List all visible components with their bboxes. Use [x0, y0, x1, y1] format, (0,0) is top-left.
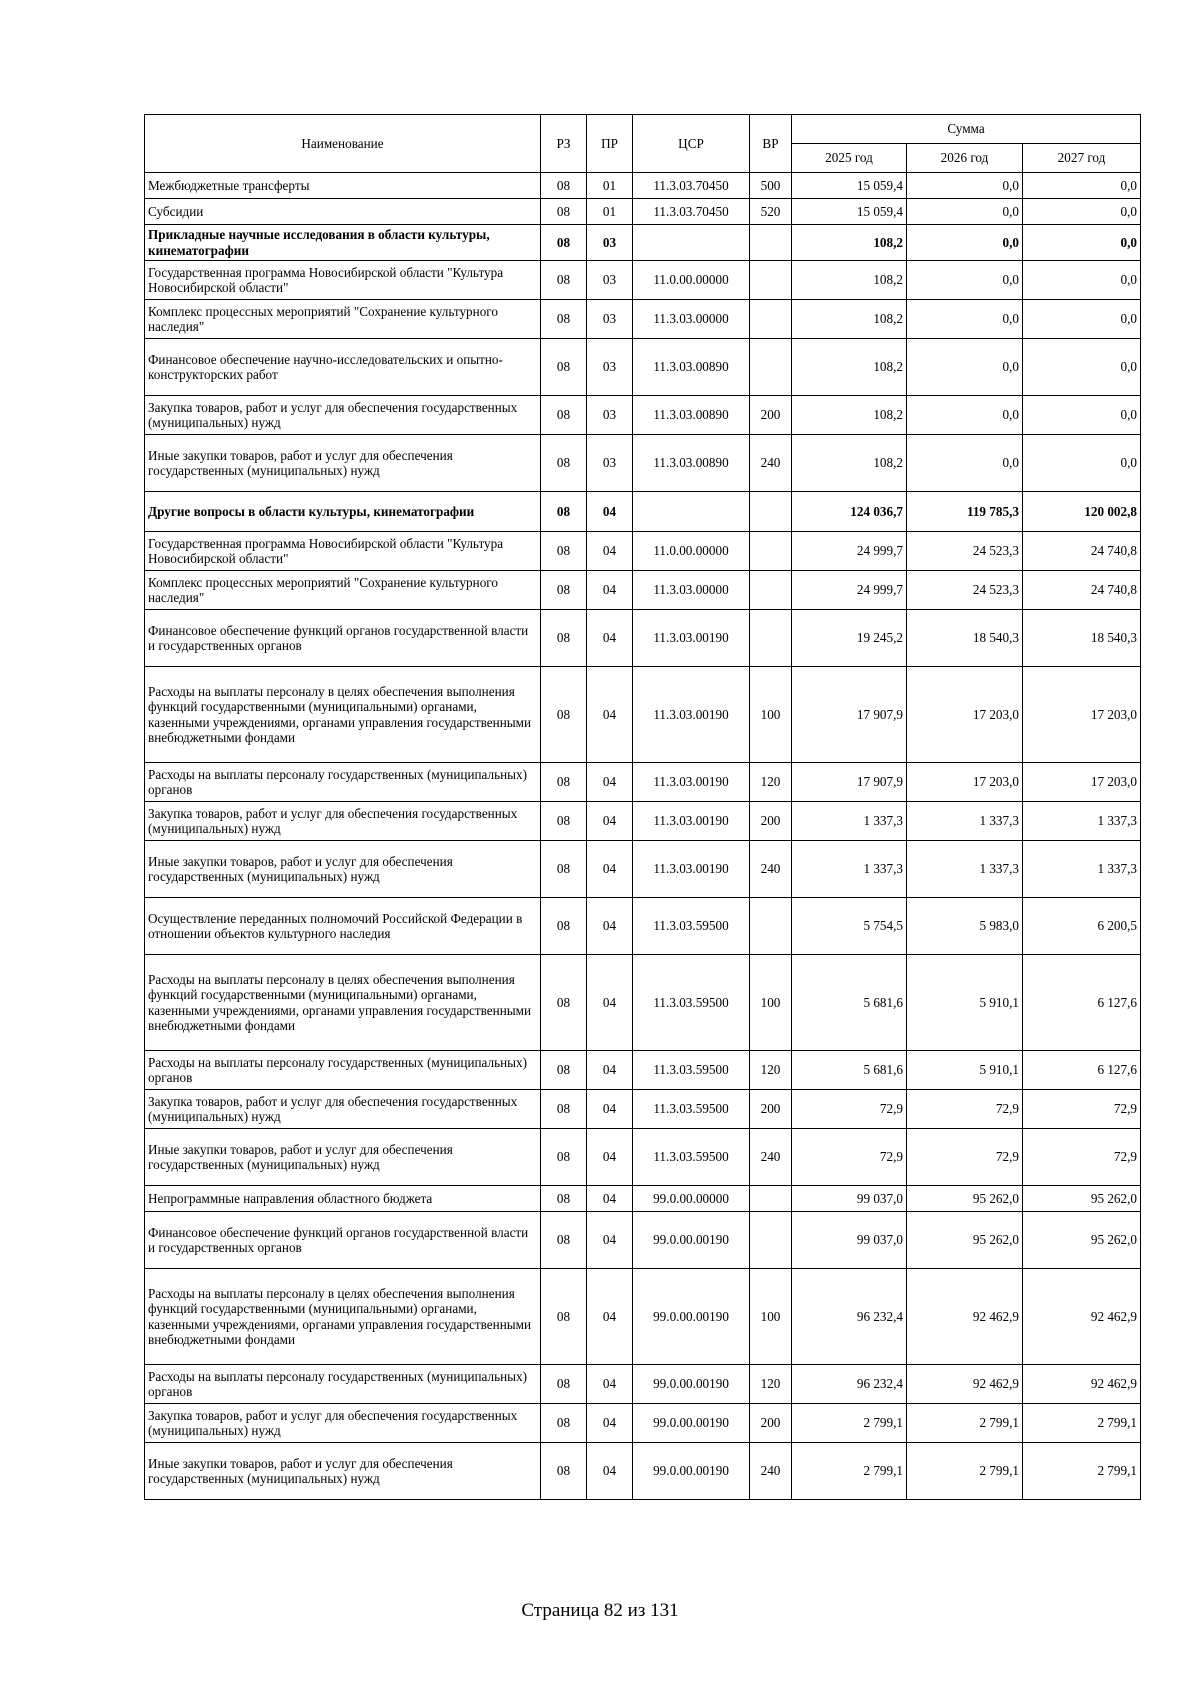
cell-sum-2026: 17 203,0	[907, 667, 1023, 763]
cell-name: Закупка товаров, работ и услуг для обеспечения государственных (муниципальных) нужд	[145, 396, 541, 435]
cell-sum-2025: 108,2	[792, 300, 907, 339]
cell-pr: 03	[587, 435, 633, 492]
table-row	[145, 667, 1141, 763]
table-row	[145, 300, 1141, 339]
cell-rz: 08	[541, 955, 587, 1051]
cell-sum-2025: 96 232,4	[792, 1269, 907, 1365]
cell-sum-2027: 24 740,8	[1023, 571, 1141, 610]
cell-sum-2026: 1 337,3	[907, 841, 1023, 898]
table-row	[145, 802, 1141, 841]
cell-sum-2026: 5 910,1	[907, 955, 1023, 1051]
cell-csr: 99.0.00.00000	[633, 1186, 750, 1212]
cell-pr: 04	[587, 1365, 633, 1404]
table-row	[145, 1365, 1141, 1404]
cell-pr: 01	[587, 199, 633, 225]
cell-pr: 04	[587, 1051, 633, 1090]
cell-rz: 08	[541, 1129, 587, 1186]
cell-vr: 200	[750, 1404, 792, 1443]
cell-rz: 08	[541, 225, 587, 261]
table-header	[145, 115, 1141, 173]
cell-sum-2027: 95 262,0	[1023, 1186, 1141, 1212]
cell-csr: 11.3.03.00190	[633, 802, 750, 841]
cell-csr: 11.3.03.00190	[633, 610, 750, 667]
cell-sum-2026: 72,9	[907, 1129, 1023, 1186]
cell-sum-2026: 95 262,0	[907, 1212, 1023, 1269]
table-body	[145, 173, 1141, 1500]
cell-rz: 08	[541, 1404, 587, 1443]
cell-csr: 11.3.03.59500	[633, 955, 750, 1051]
table-row	[145, 1212, 1141, 1269]
cell-rz: 08	[541, 300, 587, 339]
cell-vr: 200	[750, 396, 792, 435]
page-number: Страница 82 из 131	[521, 1600, 679, 1621]
cell-sum-2026: 119 785,3	[907, 492, 1023, 532]
cell-csr: 11.3.03.00190	[633, 667, 750, 763]
cell-pr: 04	[587, 532, 633, 571]
cell-vr: 120	[750, 1365, 792, 1404]
table-row	[145, 1404, 1141, 1443]
cell-name: Межбюджетные трансферты	[145, 173, 541, 199]
cell-name: Другие вопросы в области культуры, кинематографии	[145, 492, 541, 532]
table-row	[145, 492, 1141, 532]
cell-vr	[750, 610, 792, 667]
cell-pr: 03	[587, 396, 633, 435]
cell-csr: 11.3.03.00890	[633, 339, 750, 396]
header-csr: ЦСР	[633, 115, 750, 173]
cell-name: Прикладные научные исследования в области культуры, кинематографии	[145, 225, 541, 261]
cell-vr: 100	[750, 1269, 792, 1365]
table-row	[145, 1443, 1141, 1500]
cell-csr: 99.0.00.00190	[633, 1404, 750, 1443]
cell-name: Финансовое обеспечение научно-исследовательских и опытно-конструкторских работ	[145, 339, 541, 396]
cell-rz: 08	[541, 802, 587, 841]
cell-pr: 04	[587, 571, 633, 610]
cell-vr: 100	[750, 955, 792, 1051]
cell-name: Финансовое обеспечение функций органов государственной власти и государственных органов	[145, 1212, 541, 1269]
cell-sum-2026: 5 983,0	[907, 898, 1023, 955]
cell-sum-2026: 0,0	[907, 435, 1023, 492]
cell-csr: 11.3.03.00000	[633, 571, 750, 610]
cell-name: Иные закупки товаров, работ и услуг для обеспечения государственных (муниципальных) нужд	[145, 841, 541, 898]
table-row	[145, 763, 1141, 802]
cell-sum-2027: 72,9	[1023, 1129, 1141, 1186]
cell-vr: 100	[750, 667, 792, 763]
cell-vr	[750, 532, 792, 571]
cell-pr: 03	[587, 300, 633, 339]
cell-sum-2025: 108,2	[792, 339, 907, 396]
cell-sum-2027: 17 203,0	[1023, 763, 1141, 802]
cell-rz: 08	[541, 1186, 587, 1212]
budget-table	[144, 114, 1141, 1500]
cell-sum-2027: 72,9	[1023, 1090, 1141, 1129]
cell-rz: 08	[541, 1212, 587, 1269]
cell-name: Расходы на выплаты персоналу в целях обеспечения выполнения функций государственными (муниципальными) органами, казенными учреждениями, органами управления государственными внебюджетными фондами	[145, 667, 541, 763]
table-row	[145, 1186, 1141, 1212]
cell-sum-2025: 2 799,1	[792, 1404, 907, 1443]
cell-name: Расходы на выплаты персоналу государственных (муниципальных) органов	[145, 1365, 541, 1404]
cell-sum-2027: 1 337,3	[1023, 802, 1141, 841]
cell-pr: 04	[587, 1443, 633, 1500]
cell-csr: 11.0.00.00000	[633, 261, 750, 300]
cell-vr	[750, 1186, 792, 1212]
cell-rz: 08	[541, 261, 587, 300]
cell-csr: 11.3.03.70450	[633, 173, 750, 199]
cell-pr: 04	[587, 1212, 633, 1269]
cell-name: Субсидии	[145, 199, 541, 225]
cell-sum-2026: 24 523,3	[907, 532, 1023, 571]
cell-pr: 04	[587, 802, 633, 841]
header-rz: РЗ	[541, 115, 587, 173]
cell-sum-2025: 17 907,9	[792, 667, 907, 763]
cell-sum-2026: 95 262,0	[907, 1186, 1023, 1212]
cell-csr: 11.3.03.59500	[633, 1090, 750, 1129]
cell-pr: 04	[587, 667, 633, 763]
cell-vr: 120	[750, 763, 792, 802]
header-pr: ПР	[587, 115, 633, 173]
cell-sum-2025: 17 907,9	[792, 763, 907, 802]
cell-sum-2027: 95 262,0	[1023, 1212, 1141, 1269]
cell-sum-2027: 24 740,8	[1023, 532, 1141, 571]
cell-sum-2027: 0,0	[1023, 261, 1141, 300]
cell-vr	[750, 571, 792, 610]
cell-sum-2025: 5 754,5	[792, 898, 907, 955]
cell-sum-2025: 1 337,3	[792, 841, 907, 898]
header-year-2025: 2025 год	[792, 144, 907, 173]
cell-csr: 11.3.03.00000	[633, 300, 750, 339]
cell-sum-2027: 0,0	[1023, 199, 1141, 225]
cell-sum-2026: 0,0	[907, 339, 1023, 396]
cell-sum-2026: 0,0	[907, 300, 1023, 339]
cell-name: Расходы на выплаты персоналу государственных (муниципальных) органов	[145, 763, 541, 802]
cell-csr: 11.3.03.00190	[633, 763, 750, 802]
cell-rz: 08	[541, 396, 587, 435]
cell-vr	[750, 898, 792, 955]
cell-rz: 08	[541, 610, 587, 667]
cell-sum-2025: 108,2	[792, 435, 907, 492]
table-row	[145, 173, 1141, 199]
cell-sum-2026: 92 462,9	[907, 1269, 1023, 1365]
cell-sum-2025: 108,2	[792, 225, 907, 261]
header-name: Наименование	[145, 115, 541, 173]
cell-pr: 04	[587, 1129, 633, 1186]
cell-csr: 99.0.00.00190	[633, 1269, 750, 1365]
cell-pr: 04	[587, 1186, 633, 1212]
cell-sum-2027: 0,0	[1023, 300, 1141, 339]
table-row	[145, 225, 1141, 261]
cell-csr: 11.3.03.59500	[633, 1051, 750, 1090]
cell-vr	[750, 261, 792, 300]
cell-vr	[750, 492, 792, 532]
cell-sum-2027: 2 799,1	[1023, 1404, 1141, 1443]
cell-sum-2026: 5 910,1	[907, 1051, 1023, 1090]
cell-pr: 03	[587, 261, 633, 300]
table-row	[145, 339, 1141, 396]
cell-sum-2026: 0,0	[907, 396, 1023, 435]
cell-name: Государственная программа Новосибирской области "Культура Новосибирской области"	[145, 532, 541, 571]
cell-sum-2027: 1 337,3	[1023, 841, 1141, 898]
cell-sum-2026: 0,0	[907, 173, 1023, 199]
cell-sum-2025: 15 059,4	[792, 199, 907, 225]
cell-vr	[750, 225, 792, 261]
cell-sum-2026: 24 523,3	[907, 571, 1023, 610]
cell-pr: 01	[587, 173, 633, 199]
cell-sum-2026: 72,9	[907, 1090, 1023, 1129]
table-row	[145, 955, 1141, 1051]
cell-pr: 04	[587, 763, 633, 802]
cell-name: Иные закупки товаров, работ и услуг для обеспечения государственных (муниципальных) нужд	[145, 435, 541, 492]
cell-pr: 04	[587, 1090, 633, 1129]
cell-csr: 11.3.03.00890	[633, 396, 750, 435]
cell-name: Расходы на выплаты персоналу в целях обеспечения выполнения функций государственными (муниципальными) органами, казенными учреждениями, органами управления государственными внебюджетными фондами	[145, 1269, 541, 1365]
cell-pr: 04	[587, 898, 633, 955]
cell-name: Закупка товаров, работ и услуг для обеспечения государственных (муниципальных) нужд	[145, 802, 541, 841]
cell-sum-2025: 108,2	[792, 261, 907, 300]
cell-sum-2026: 17 203,0	[907, 763, 1023, 802]
cell-sum-2027: 17 203,0	[1023, 667, 1141, 763]
cell-name: Комплекс процессных мероприятий "Сохранение культурного наследия"	[145, 300, 541, 339]
cell-name: Непрограммные направления областного бюджета	[145, 1186, 541, 1212]
cell-rz: 08	[541, 532, 587, 571]
cell-rz: 08	[541, 667, 587, 763]
cell-sum-2025: 1 337,3	[792, 802, 907, 841]
cell-vr: 240	[750, 1129, 792, 1186]
cell-rz: 08	[541, 1051, 587, 1090]
cell-vr: 240	[750, 841, 792, 898]
cell-rz: 08	[541, 841, 587, 898]
table-row	[145, 1269, 1141, 1365]
header-year-2027: 2027 год	[1023, 144, 1141, 173]
cell-sum-2025: 72,9	[792, 1090, 907, 1129]
cell-sum-2025: 5 681,6	[792, 1051, 907, 1090]
cell-name: Расходы на выплаты персоналу государственных (муниципальных) органов	[145, 1051, 541, 1090]
table-row	[145, 199, 1141, 225]
table-row	[145, 610, 1141, 667]
cell-pr: 04	[587, 955, 633, 1051]
cell-csr: 11.3.03.59500	[633, 898, 750, 955]
cell-vr	[750, 1212, 792, 1269]
cell-sum-2027: 92 462,9	[1023, 1269, 1141, 1365]
cell-sum-2026: 0,0	[907, 199, 1023, 225]
cell-name: Государственная программа Новосибирской области "Культура Новосибирской области"	[145, 261, 541, 300]
table-row	[145, 841, 1141, 898]
cell-rz: 08	[541, 199, 587, 225]
header-vr: ВР	[750, 115, 792, 173]
table-row	[145, 261, 1141, 300]
cell-vr: 240	[750, 1443, 792, 1500]
table-row	[145, 435, 1141, 492]
table-row	[145, 1090, 1141, 1129]
cell-sum-2027: 0,0	[1023, 225, 1141, 261]
cell-rz: 08	[541, 173, 587, 199]
cell-rz: 08	[541, 435, 587, 492]
table-row	[145, 571, 1141, 610]
cell-sum-2026: 2 799,1	[907, 1443, 1023, 1500]
cell-sum-2025: 72,9	[792, 1129, 907, 1186]
header-year-2026: 2026 год	[907, 144, 1023, 173]
cell-sum-2025: 2 799,1	[792, 1443, 907, 1500]
cell-pr: 04	[587, 1269, 633, 1365]
cell-sum-2027: 2 799,1	[1023, 1443, 1141, 1500]
cell-rz: 08	[541, 763, 587, 802]
cell-csr: 11.3.03.70450	[633, 199, 750, 225]
cell-rz: 08	[541, 571, 587, 610]
cell-sum-2026: 0,0	[907, 261, 1023, 300]
cell-name: Комплекс процессных мероприятий "Сохранение культурного наследия"	[145, 571, 541, 610]
cell-sum-2025: 15 059,4	[792, 173, 907, 199]
cell-rz: 08	[541, 1269, 587, 1365]
cell-csr: 11.0.00.00000	[633, 532, 750, 571]
table-row	[145, 898, 1141, 955]
cell-name: Расходы на выплаты персоналу в целях обеспечения выполнения функций государственными (муниципальными) органами, казенными учреждениями, органами управления государственными внебюджетными фондами	[145, 955, 541, 1051]
cell-vr: 520	[750, 199, 792, 225]
cell-sum-2026: 92 462,9	[907, 1365, 1023, 1404]
cell-csr	[633, 225, 750, 261]
cell-pr: 04	[587, 1404, 633, 1443]
table-row	[145, 1051, 1141, 1090]
cell-sum-2025: 108,2	[792, 396, 907, 435]
cell-sum-2025: 99 037,0	[792, 1212, 907, 1269]
cell-sum-2027: 0,0	[1023, 396, 1141, 435]
cell-sum-2026: 0,0	[907, 225, 1023, 261]
cell-rz: 08	[541, 1090, 587, 1129]
cell-vr: 200	[750, 1090, 792, 1129]
cell-name: Финансовое обеспечение функций органов государственной власти и государственных органов	[145, 610, 541, 667]
table-row	[145, 396, 1141, 435]
cell-name: Иные закупки товаров, работ и услуг для обеспечения государственных (муниципальных) нужд	[145, 1129, 541, 1186]
cell-sum-2027: 6 127,6	[1023, 1051, 1141, 1090]
cell-pr: 03	[587, 339, 633, 396]
table-row	[145, 532, 1141, 571]
cell-csr: 99.0.00.00190	[633, 1443, 750, 1500]
cell-vr: 120	[750, 1051, 792, 1090]
cell-csr: 99.0.00.00190	[633, 1365, 750, 1404]
cell-csr: 11.3.03.00890	[633, 435, 750, 492]
cell-sum-2026: 18 540,3	[907, 610, 1023, 667]
header-sum: Сумма	[792, 115, 1141, 144]
cell-name: Закупка товаров, работ и услуг для обеспечения государственных (муниципальных) нужд	[145, 1090, 541, 1129]
cell-sum-2027: 120 002,8	[1023, 492, 1141, 532]
cell-sum-2027: 0,0	[1023, 435, 1141, 492]
cell-sum-2025: 24 999,7	[792, 571, 907, 610]
cell-sum-2026: 2 799,1	[907, 1404, 1023, 1443]
cell-vr	[750, 300, 792, 339]
cell-sum-2027: 18 540,3	[1023, 610, 1141, 667]
cell-sum-2025: 99 037,0	[792, 1186, 907, 1212]
cell-name: Осуществление переданных полномочий Российской Федерации в отношении объектов культурного наследия	[145, 898, 541, 955]
cell-sum-2027: 0,0	[1023, 173, 1141, 199]
cell-sum-2025: 24 999,7	[792, 532, 907, 571]
cell-sum-2025: 19 245,2	[792, 610, 907, 667]
cell-csr	[633, 492, 750, 532]
cell-sum-2027: 6 127,6	[1023, 955, 1141, 1051]
cell-pr: 03	[587, 225, 633, 261]
cell-sum-2025: 96 232,4	[792, 1365, 907, 1404]
cell-vr	[750, 339, 792, 396]
cell-sum-2027: 92 462,9	[1023, 1365, 1141, 1404]
cell-name: Закупка товаров, работ и услуг для обеспечения государственных (муниципальных) нужд	[145, 1404, 541, 1443]
cell-csr: 11.3.03.59500	[633, 1129, 750, 1186]
cell-sum-2025: 124 036,7	[792, 492, 907, 532]
cell-csr: 11.3.03.00190	[633, 841, 750, 898]
cell-vr: 200	[750, 802, 792, 841]
cell-vr: 240	[750, 435, 792, 492]
table-row	[145, 1129, 1141, 1186]
cell-name: Иные закупки товаров, работ и услуг для обеспечения государственных (муниципальных) нужд	[145, 1443, 541, 1500]
cell-pr: 04	[587, 610, 633, 667]
cell-rz: 08	[541, 339, 587, 396]
cell-sum-2027: 0,0	[1023, 339, 1141, 396]
cell-pr: 04	[587, 492, 633, 532]
cell-rz: 08	[541, 1365, 587, 1404]
cell-sum-2027: 6 200,5	[1023, 898, 1141, 955]
cell-rz: 08	[541, 898, 587, 955]
cell-sum-2026: 1 337,3	[907, 802, 1023, 841]
cell-csr: 99.0.00.00190	[633, 1212, 750, 1269]
cell-pr: 04	[587, 841, 633, 898]
cell-rz: 08	[541, 492, 587, 532]
cell-vr: 500	[750, 173, 792, 199]
cell-sum-2025: 5 681,6	[792, 955, 907, 1051]
cell-rz: 08	[541, 1443, 587, 1500]
